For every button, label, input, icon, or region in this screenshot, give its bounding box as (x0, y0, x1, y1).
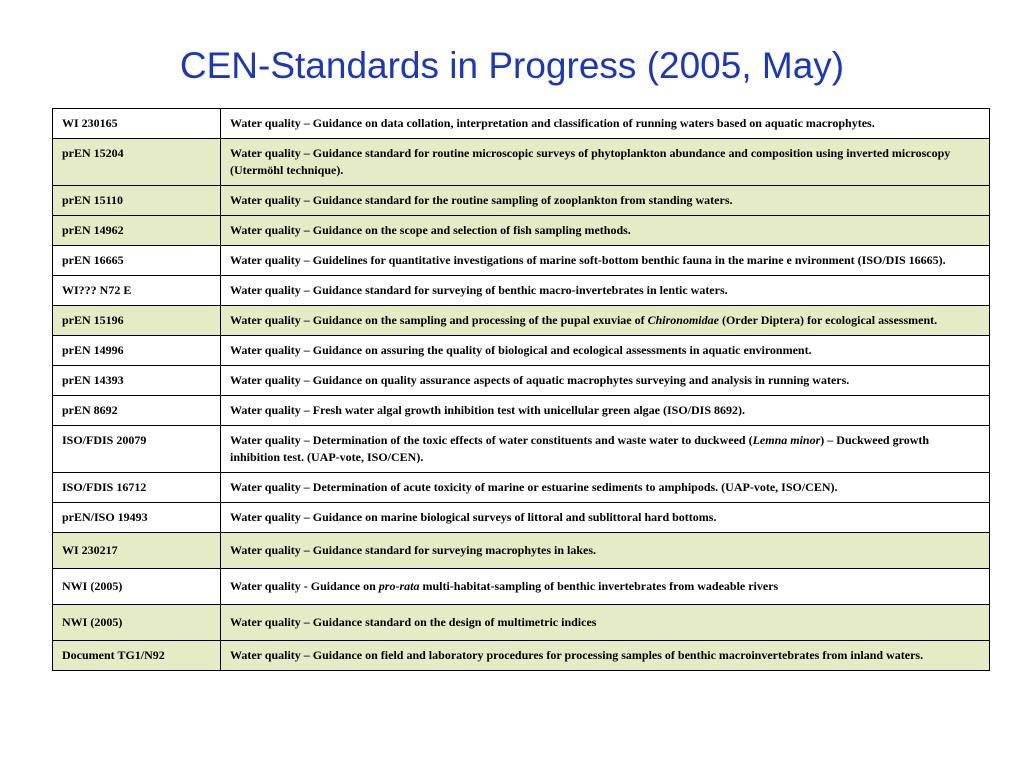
standard-description: Water quality – Guidance on field and laboratory procedures for processing samples of benthic macroinvertebrates from inland waters. (221, 641, 990, 671)
table-row (53, 605, 990, 641)
standard-code: prEN/ISO 19493 (53, 503, 221, 533)
species-name: Lemna minor (752, 433, 821, 447)
standard-code: WI??? N72 E (53, 276, 221, 306)
table-row (53, 569, 990, 605)
standard-code: ISO/FDIS 20079 (53, 426, 221, 473)
standard-description: Water quality – Fresh water algal growth inhibition test with unicellular green algae (ISO/DIS 8692). (221, 396, 990, 426)
standard-code: WI 230165 (53, 109, 221, 139)
standard-description: Water quality – Guidance on data collation, interpretation and classification of running waters based on aquatic macrophytes. (221, 109, 990, 139)
standard-code: prEN 14962 (53, 216, 221, 246)
standard-code: prEN 8692 (53, 396, 221, 426)
description-text: (Order Diptera) for ecological assessment. (718, 313, 938, 327)
standard-description (221, 569, 990, 605)
standard-description: Water quality – Guidance standard for routine microscopic surveys of phytoplankton abundance and composition using inverted microscopy (Utermöhl technique). (221, 139, 990, 186)
standard-description: Water quality – Guidance on quality assurance aspects of aquatic macrophytes surveying and analysis in running waters. (221, 366, 990, 396)
species-name: Chironomidae (647, 313, 719, 327)
standard-code: ISO/FDIS 16712 (53, 473, 221, 503)
standard-code: NWI (2005) (53, 569, 221, 605)
standard-description: Water quality – Determination of acute toxicity of marine or estuarine sediments to amphipods. (UAP-vote, ISO/CEN). (221, 473, 990, 503)
table-row (53, 396, 990, 426)
table-row (53, 246, 990, 276)
description-text: Water quality – Guidance on the sampling and processing of the pupal exuviae of (230, 313, 648, 327)
standard-description: Water quality – Guidance standard on the design of multimetric indices (221, 605, 990, 641)
table-row (53, 139, 990, 186)
standard-description (221, 426, 990, 473)
description-text: Water quality – Determination of the toxic effects of water constituents and waste water to duckweed ( (230, 433, 753, 447)
table-row (53, 366, 990, 396)
standard-code: prEN 14996 (53, 336, 221, 366)
standard-description: Water quality – Guidance on marine biological surveys of littoral and sublittoral hard bottoms. (221, 503, 990, 533)
table-row (53, 336, 990, 366)
standard-code: prEN 16665 (53, 246, 221, 276)
standards-table (52, 108, 990, 671)
standard-code: Document TG1/N92 (53, 641, 221, 671)
standard-code: prEN 14393 (53, 366, 221, 396)
standard-description: Water quality – Guidance standard for surveying of benthic macro-invertebrates in lentic waters. (221, 276, 990, 306)
standard-code: prEN 15110 (53, 186, 221, 216)
table-row (53, 276, 990, 306)
table-row (53, 306, 990, 336)
table-row (53, 641, 990, 671)
table-row (53, 533, 990, 569)
table-row (53, 109, 990, 139)
standard-description (221, 306, 990, 336)
description-text: multi-habitat-sampling of benthic invertebrates from wadeable rivers (419, 579, 779, 593)
table-row (53, 216, 990, 246)
table-row (53, 473, 990, 503)
standard-description: Water quality – Guidance standard for surveying macrophytes in lakes. (221, 533, 990, 569)
table-row (53, 426, 990, 473)
description-text: ) – Duckweed growth inhibition test. (UAP-vote, ISO/CEN). (230, 433, 930, 464)
slide-title: CEN-Standards in Progress (2005, May) (179, 45, 845, 86)
table-row (53, 186, 990, 216)
standard-description: Water quality – Guidance on the scope and selection of fish sampling methods. (221, 216, 990, 246)
standard-code: prEN 15196 (53, 306, 221, 336)
standard-description: Water quality – Guidance on assuring the quality of biological and ecological assessments in aquatic environment. (221, 336, 990, 366)
table-row (53, 503, 990, 533)
standard-code: NWI (2005) (53, 605, 221, 641)
method-name: pro-rata (378, 579, 420, 593)
standard-code: WI 230217 (53, 533, 221, 569)
standard-description: Water quality – Guidelines for quantitative investigations of marine soft-bottom benthic fauna in the marine e nvironment (ISO/DIS 16665). (221, 246, 990, 276)
description-text: Water quality - Guidance on (230, 579, 379, 593)
standard-description: Water quality – Guidance standard for the routine sampling of zooplankton from standing waters. (221, 186, 990, 216)
standard-code: prEN 15204 (53, 139, 221, 186)
